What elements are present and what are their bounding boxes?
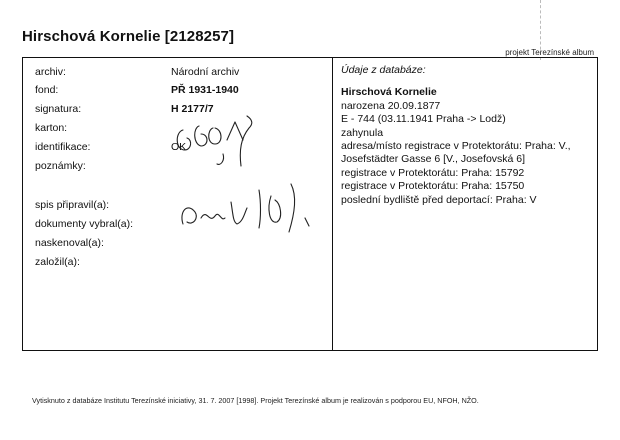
database-line: E - 744 (03.11.1941 Praha -> Lodž) [341,113,506,126]
handwritten-signature [173,178,333,244]
print-footer: Vytisknuto z databáze Institutu Terezínské iniciativy, 31. 7. 2007 [1998]. Projekt Terezínské album je realizován s podporou EU, NFOH, NŽO. [32,396,479,405]
field-value: PŘ 1931-1940 [171,84,239,96]
field-label: spis připravil(a): [35,199,110,211]
person-name: Hirschová Kornelie [341,86,437,99]
field-label: signatura: [35,103,82,115]
database-header: Údaje z databáze: [341,64,426,76]
field-value: OK [171,141,187,153]
database-line: zahynula [341,126,384,139]
project-label: projekt Terezínské album [505,48,594,57]
database-panel [341,64,597,207]
handwritten-karton-note [169,110,265,172]
database-line: registrace v Protektorátu: Praha: 15750 [341,180,525,193]
field-label: poznámky: [35,160,86,172]
field-label: založil(a): [35,256,80,268]
record-card [22,57,598,351]
field-value: H 2177/7 [171,103,214,115]
database-line: adresa/místo registrace v Protektorátu: Praha: V., [341,140,571,153]
field-label: dokumenty vybral(a): [35,218,134,230]
field-label: identifikace: [35,141,91,153]
database-line: Josefstädter Gasse 6 [V., Josefovská 6] [341,153,526,166]
database-line: poslední bydliště před deportací: Praha: V [341,193,537,206]
database-line: registrace v Protektorátu: Praha: 15792 [341,166,525,179]
field-label: archiv: [35,66,66,78]
database-line: narozena 20.09.1877 [341,99,441,112]
field-label: fond: [35,84,59,96]
field-value: Národní archiv [171,66,240,78]
field-label: karton: [35,122,68,134]
field-label: naskenoval(a): [35,237,104,249]
record-title: Hirschová Kornelie [2128257] [22,28,235,45]
